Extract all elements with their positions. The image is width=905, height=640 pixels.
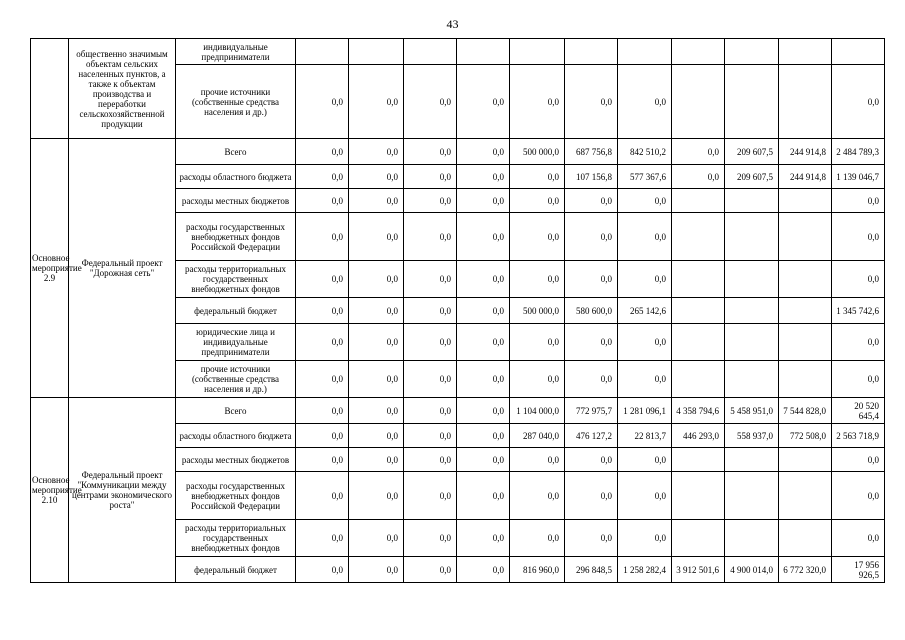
value-cell: 0,0 [672, 165, 725, 189]
table-row [31, 398, 885, 424]
value-cell: 0,0 [565, 213, 618, 261]
value-cell: 0,0 [618, 448, 672, 472]
value-cell: 0,0 [510, 324, 565, 361]
value-cell: 1 281 096,1 [618, 398, 672, 424]
value-cell: 1 258 282,4 [618, 557, 672, 583]
project-cell: Федеральный проект "Коммуникации между центрами экономического роста" [69, 398, 176, 583]
value-cell: 1 139 046,7 [832, 165, 885, 189]
value-cell: 0,0 [349, 165, 404, 189]
value-cell: 0,0 [672, 139, 725, 165]
value-cell: 0,0 [618, 520, 672, 557]
value-cell: 209 607,5 [725, 139, 779, 165]
source-cell: индивидуальные предприниматели [176, 39, 296, 65]
value-cell: 0,0 [457, 472, 510, 520]
value-cell: 20 520 645,4 [832, 398, 885, 424]
value-cell [725, 39, 779, 65]
value-cell [672, 520, 725, 557]
value-cell: 0,0 [565, 261, 618, 298]
value-cell [725, 298, 779, 324]
value-cell: 816 960,0 [510, 557, 565, 583]
value-cell: 0,0 [404, 448, 457, 472]
value-cell: 0,0 [510, 189, 565, 213]
value-cell: 3 912 501,6 [672, 557, 725, 583]
value-cell: 0,0 [349, 557, 404, 583]
value-cell: 0,0 [296, 520, 349, 557]
value-cell: 0,0 [296, 65, 349, 139]
source-cell: Всего [176, 139, 296, 165]
value-cell: 0,0 [510, 213, 565, 261]
value-cell: 244 914,8 [779, 139, 832, 165]
value-cell [672, 361, 725, 398]
value-cell: 0,0 [349, 361, 404, 398]
value-cell: 0,0 [404, 361, 457, 398]
value-cell [672, 65, 725, 139]
value-cell: 0,0 [404, 472, 457, 520]
value-cell: 687 756,8 [565, 139, 618, 165]
value-cell: 4 358 794,6 [672, 398, 725, 424]
source-cell: прочие источники (собственные средства населения и др.) [176, 65, 296, 139]
value-cell: 0,0 [296, 324, 349, 361]
measure-cell: Основное мероприятие 2.9 [31, 139, 69, 398]
value-cell: 500 000,0 [510, 298, 565, 324]
value-cell [510, 39, 565, 65]
value-cell [296, 39, 349, 65]
value-cell: 1 345 742,6 [832, 298, 885, 324]
value-cell [725, 361, 779, 398]
value-cell [779, 448, 832, 472]
value-cell: 244 914,8 [779, 165, 832, 189]
value-cell: 0,0 [296, 557, 349, 583]
value-cell: 0,0 [832, 65, 885, 139]
value-cell: 0,0 [457, 557, 510, 583]
value-cell: 0,0 [296, 398, 349, 424]
value-cell: 0,0 [457, 520, 510, 557]
value-cell [832, 39, 885, 65]
value-cell: 0,0 [832, 189, 885, 213]
value-cell: 209 607,5 [725, 165, 779, 189]
value-cell [672, 189, 725, 213]
value-cell: 0,0 [457, 424, 510, 448]
value-cell [725, 324, 779, 361]
source-cell: расходы территориальных государственных внебюджетных фондов [176, 261, 296, 298]
value-cell: 0,0 [296, 448, 349, 472]
value-cell: 0,0 [457, 398, 510, 424]
source-cell: расходы государственных внебюджетных фондов Российской Федерации [176, 472, 296, 520]
measure-cell: Основное мероприятие 2.10 [31, 398, 69, 583]
value-cell: 0,0 [349, 520, 404, 557]
value-cell: 0,0 [510, 472, 565, 520]
value-cell: 0,0 [296, 139, 349, 165]
value-cell: 0,0 [457, 213, 510, 261]
value-cell: 842 510,2 [618, 139, 672, 165]
value-cell [725, 261, 779, 298]
value-cell: 0,0 [510, 448, 565, 472]
value-cell: 6 772 320,0 [779, 557, 832, 583]
value-cell: 0,0 [457, 189, 510, 213]
table-row [31, 139, 885, 165]
value-cell [725, 472, 779, 520]
value-cell: 0,0 [404, 261, 457, 298]
source-cell: расходы государственных внебюджетных фондов Российской Федерации [176, 213, 296, 261]
value-cell: 0,0 [296, 472, 349, 520]
value-cell [725, 520, 779, 557]
value-cell: 0,0 [565, 520, 618, 557]
value-cell [779, 213, 832, 261]
value-cell: 0,0 [404, 298, 457, 324]
value-cell [725, 213, 779, 261]
value-cell [672, 298, 725, 324]
value-cell: 580 600,0 [565, 298, 618, 324]
value-cell: 0,0 [457, 261, 510, 298]
value-cell: 0,0 [349, 424, 404, 448]
source-cell: расходы областного бюджета [176, 424, 296, 448]
value-cell: 0,0 [565, 361, 618, 398]
value-cell: 0,0 [457, 324, 510, 361]
source-cell: прочие источники (собственные средства населения и др.) [176, 361, 296, 398]
value-cell: 0,0 [618, 261, 672, 298]
value-cell: 0,0 [404, 398, 457, 424]
project-cell: Федеральный проект "Дорожная сеть" [69, 139, 176, 398]
value-cell [779, 520, 832, 557]
value-cell: 500 000,0 [510, 139, 565, 165]
value-cell: 0,0 [404, 65, 457, 139]
value-cell: 0,0 [510, 261, 565, 298]
source-cell: федеральный бюджет [176, 557, 296, 583]
budget-table [30, 38, 885, 583]
value-cell [618, 39, 672, 65]
value-cell: 296 848,5 [565, 557, 618, 583]
page-number: 43 [446, 17, 459, 31]
value-cell: 5 458 951,0 [725, 398, 779, 424]
value-cell [404, 39, 457, 65]
value-cell [779, 261, 832, 298]
value-cell: 0,0 [510, 361, 565, 398]
value-cell: 107 156,8 [565, 165, 618, 189]
value-cell: 0,0 [296, 189, 349, 213]
value-cell: 0,0 [618, 213, 672, 261]
value-cell [672, 448, 725, 472]
value-cell: 0,0 [618, 189, 672, 213]
value-cell [725, 189, 779, 213]
value-cell: 287 040,0 [510, 424, 565, 448]
value-cell: 0,0 [349, 298, 404, 324]
value-cell [349, 39, 404, 65]
value-cell: 0,0 [296, 298, 349, 324]
value-cell [779, 189, 832, 213]
table-row [31, 39, 885, 65]
value-cell: 0,0 [457, 165, 510, 189]
value-cell: 0,0 [565, 472, 618, 520]
value-cell [672, 472, 725, 520]
value-cell [565, 39, 618, 65]
value-cell: 4 900 014,0 [725, 557, 779, 583]
source-cell: расходы областного бюджета [176, 165, 296, 189]
source-cell: Всего [176, 398, 296, 424]
value-cell: 0,0 [832, 324, 885, 361]
value-cell: 0,0 [349, 324, 404, 361]
source-cell: расходы территориальных государственных внебюджетных фондов [176, 520, 296, 557]
value-cell [779, 298, 832, 324]
value-cell: 577 367,6 [618, 165, 672, 189]
value-cell: 0,0 [404, 189, 457, 213]
value-cell [672, 213, 725, 261]
value-cell: 0,0 [510, 520, 565, 557]
value-cell: 0,0 [510, 165, 565, 189]
value-cell: 0,0 [457, 361, 510, 398]
value-cell: 0,0 [296, 261, 349, 298]
value-cell: 446 293,0 [672, 424, 725, 448]
value-cell: 0,0 [618, 472, 672, 520]
value-cell [457, 39, 510, 65]
value-cell: 0,0 [349, 261, 404, 298]
value-cell [779, 65, 832, 139]
value-cell: 2 484 789,3 [832, 139, 885, 165]
value-cell: 0,0 [618, 361, 672, 398]
value-cell: 0,0 [404, 520, 457, 557]
value-cell: 2 563 718,9 [832, 424, 885, 448]
value-cell: 0,0 [296, 165, 349, 189]
value-cell: 0,0 [832, 520, 885, 557]
value-cell: 772 975,7 [565, 398, 618, 424]
value-cell: 7 544 828,0 [779, 398, 832, 424]
value-cell: 0,0 [832, 472, 885, 520]
value-cell [779, 472, 832, 520]
value-cell: 476 127,2 [565, 424, 618, 448]
value-cell: 0,0 [349, 213, 404, 261]
measure-cell [31, 39, 69, 139]
value-cell: 0,0 [832, 261, 885, 298]
value-cell: 0,0 [457, 139, 510, 165]
value-cell: 1 104 000,0 [510, 398, 565, 424]
value-cell: 0,0 [296, 213, 349, 261]
value-cell: 0,0 [832, 361, 885, 398]
value-cell: 0,0 [510, 65, 565, 139]
value-cell: 0,0 [349, 189, 404, 213]
value-cell: 0,0 [349, 398, 404, 424]
value-cell: 0,0 [565, 448, 618, 472]
value-cell [672, 261, 725, 298]
value-cell [779, 324, 832, 361]
source-cell: федеральный бюджет [176, 298, 296, 324]
value-cell [779, 39, 832, 65]
value-cell [672, 324, 725, 361]
value-cell: 0,0 [457, 65, 510, 139]
value-cell: 17 956 926,5 [832, 557, 885, 583]
value-cell: 0,0 [457, 448, 510, 472]
source-cell: расходы местных бюджетов [176, 448, 296, 472]
value-cell: 0,0 [832, 448, 885, 472]
value-cell: 0,0 [349, 139, 404, 165]
value-cell: 0,0 [565, 189, 618, 213]
value-cell: 0,0 [349, 65, 404, 139]
value-cell [672, 39, 725, 65]
value-cell: 0,0 [618, 65, 672, 139]
value-cell: 0,0 [404, 324, 457, 361]
value-cell: 0,0 [404, 139, 457, 165]
value-cell: 0,0 [457, 298, 510, 324]
value-cell: 0,0 [349, 472, 404, 520]
value-cell: 0,0 [618, 324, 672, 361]
value-cell: 0,0 [404, 557, 457, 583]
value-cell: 0,0 [565, 324, 618, 361]
value-cell [725, 65, 779, 139]
value-cell: 772 508,0 [779, 424, 832, 448]
value-cell: 22 813,7 [618, 424, 672, 448]
value-cell: 0,0 [404, 424, 457, 448]
value-cell: 0,0 [832, 213, 885, 261]
value-cell: 265 142,6 [618, 298, 672, 324]
value-cell: 0,0 [296, 424, 349, 448]
value-cell: 558 937,0 [725, 424, 779, 448]
project-cell: общественно значимым объектам сельских населенных пунктов, а также к объектам производства и переработки сельскохозяйственной продукции [69, 39, 176, 139]
value-cell: 0,0 [349, 448, 404, 472]
value-cell: 0,0 [296, 361, 349, 398]
source-cell: расходы местных бюджетов [176, 189, 296, 213]
value-cell: 0,0 [404, 213, 457, 261]
value-cell [779, 361, 832, 398]
value-cell: 0,0 [404, 165, 457, 189]
source-cell: юридические лица и индивидуальные предприниматели [176, 324, 296, 361]
value-cell [725, 448, 779, 472]
value-cell: 0,0 [565, 65, 618, 139]
